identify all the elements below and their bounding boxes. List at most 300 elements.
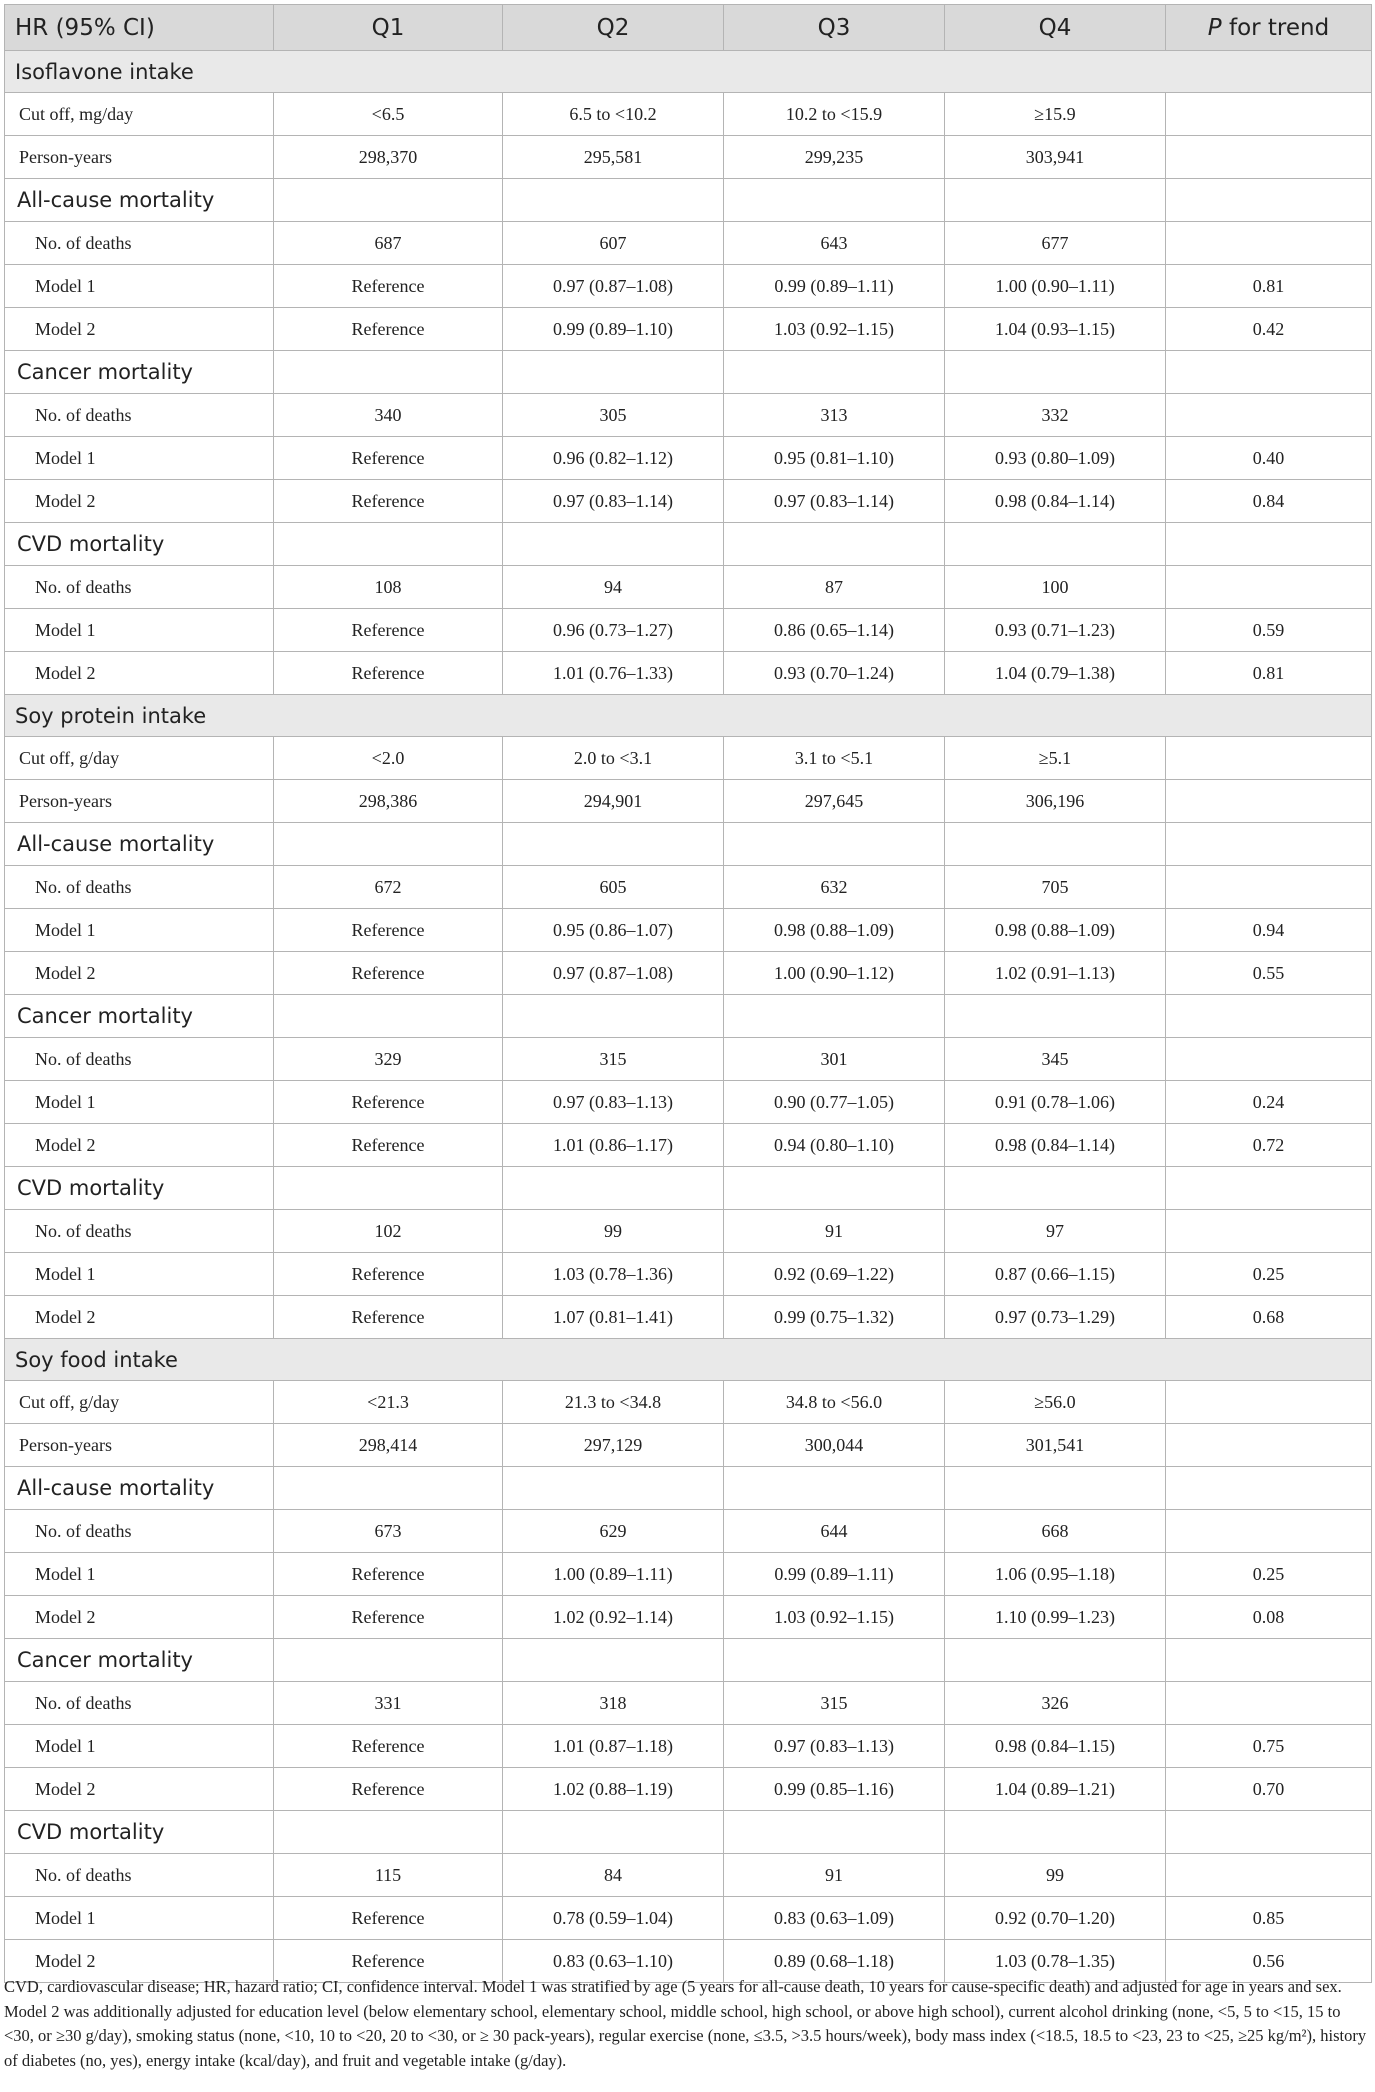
header-p-rest: for trend [1221, 14, 1330, 41]
empty-cell [503, 523, 724, 566]
cell-q3: 87 [724, 566, 945, 609]
cell-q3: 0.97 (0.83–1.14) [724, 480, 945, 523]
header-q4: Q4 [945, 5, 1166, 51]
cell-q2: 295,581 [503, 136, 724, 179]
group-title: Cancer mortality [5, 995, 274, 1038]
cell-q4: 97 [945, 1210, 1166, 1253]
cell-q2: 294,901 [503, 780, 724, 823]
empty-cell [724, 1167, 945, 1210]
cell-q4: ≥56.0 [945, 1381, 1166, 1424]
cell-q4: 0.93 (0.80–1.09) [945, 437, 1166, 480]
cell-q4: 345 [945, 1038, 1166, 1081]
data-row [5, 1725, 1372, 1768]
cell-q3: 301 [724, 1038, 945, 1081]
cell-q1: Reference [274, 265, 503, 308]
empty-cell [274, 1167, 503, 1210]
cell-q4: 1.00 (0.90–1.11) [945, 265, 1166, 308]
cell-p-trend [1166, 1210, 1372, 1253]
data-row [5, 1854, 1372, 1897]
group-row [5, 1811, 1372, 1854]
cell-p-trend: 0.81 [1166, 652, 1372, 695]
cell-q2: 6.5 to <10.2 [503, 93, 724, 136]
empty-cell [945, 1467, 1166, 1510]
cell-q4: 326 [945, 1682, 1166, 1725]
data-row [5, 1038, 1372, 1081]
row-label: Model 2 [5, 952, 274, 995]
cell-q2: 318 [503, 1682, 724, 1725]
group-row [5, 823, 1372, 866]
cell-q3: 91 [724, 1210, 945, 1253]
cell-q4: 303,941 [945, 136, 1166, 179]
data-row [5, 866, 1372, 909]
empty-cell [274, 823, 503, 866]
cell-p-trend [1166, 1381, 1372, 1424]
section-title: Soy protein intake [5, 695, 1372, 737]
cell-q2: 607 [503, 222, 724, 265]
header-q2: Q2 [503, 5, 724, 51]
data-row [5, 566, 1372, 609]
data-row [5, 652, 1372, 695]
row-label: No. of deaths [5, 1038, 274, 1081]
row-label: Model 2 [5, 1124, 274, 1167]
empty-cell [1166, 523, 1372, 566]
cell-q1: Reference [274, 1596, 503, 1639]
cell-q2: 0.97 (0.83–1.14) [503, 480, 724, 523]
cell-q2: 605 [503, 866, 724, 909]
cell-q4: 0.91 (0.78–1.06) [945, 1081, 1166, 1124]
row-label: No. of deaths [5, 1210, 274, 1253]
cell-p-trend [1166, 866, 1372, 909]
data-row [5, 1253, 1372, 1296]
cell-p-trend [1166, 1682, 1372, 1725]
empty-cell [274, 351, 503, 394]
section-row [5, 695, 1372, 737]
group-row [5, 1639, 1372, 1682]
empty-cell [1166, 179, 1372, 222]
cell-q4: 0.92 (0.70–1.20) [945, 1897, 1166, 1940]
header-p-for-trend [1166, 5, 1372, 51]
cell-q4: 1.10 (0.99–1.23) [945, 1596, 1166, 1639]
cell-q4: 677 [945, 222, 1166, 265]
cell-q2: 0.97 (0.87–1.08) [503, 952, 724, 995]
table-body [5, 51, 1372, 1983]
cell-q1: Reference [274, 952, 503, 995]
empty-cell [724, 523, 945, 566]
table-header [5, 5, 1372, 51]
empty-cell [945, 1639, 1166, 1682]
empty-cell [274, 179, 503, 222]
cell-p-trend [1166, 1038, 1372, 1081]
cell-q2: 297,129 [503, 1424, 724, 1467]
cell-q1: Reference [274, 480, 503, 523]
row-label: No. of deaths [5, 1682, 274, 1725]
header-row [5, 5, 1372, 51]
empty-cell [1166, 823, 1372, 866]
data-row [5, 1210, 1372, 1253]
cell-p-trend [1166, 93, 1372, 136]
cell-q2: 99 [503, 1210, 724, 1253]
cell-p-trend: 0.85 [1166, 1897, 1372, 1940]
cell-q4: ≥5.1 [945, 737, 1166, 780]
empty-cell [724, 1467, 945, 1510]
cell-q3: 0.98 (0.88–1.09) [724, 909, 945, 952]
row-label: Model 2 [5, 1940, 274, 1983]
cell-q4: 0.93 (0.71–1.23) [945, 609, 1166, 652]
cell-q1: 108 [274, 566, 503, 609]
row-label: Model 2 [5, 1768, 274, 1811]
data-row [5, 437, 1372, 480]
empty-cell [724, 995, 945, 1038]
cell-q4: 100 [945, 566, 1166, 609]
empty-cell [503, 179, 724, 222]
cell-q2: 0.78 (0.59–1.04) [503, 1897, 724, 1940]
group-title: All-cause mortality [5, 1467, 274, 1510]
cell-p-trend: 0.40 [1166, 437, 1372, 480]
cell-q4: 332 [945, 394, 1166, 437]
row-label: Model 1 [5, 609, 274, 652]
group-row [5, 351, 1372, 394]
row-label: Person-years [5, 1424, 274, 1467]
empty-cell [1166, 1467, 1372, 1510]
cell-q1: Reference [274, 437, 503, 480]
row-label: Model 1 [5, 1081, 274, 1124]
cell-q2: 1.01 (0.76–1.33) [503, 652, 724, 695]
cell-q1: Reference [274, 1124, 503, 1167]
group-title: CVD mortality [5, 1811, 274, 1854]
data-row [5, 1510, 1372, 1553]
cutoff-row [5, 737, 1372, 780]
cell-p-trend [1166, 566, 1372, 609]
cell-q2: 0.96 (0.73–1.27) [503, 609, 724, 652]
cell-q1: 298,386 [274, 780, 503, 823]
cell-q1: 687 [274, 222, 503, 265]
cell-p-trend: 0.24 [1166, 1081, 1372, 1124]
row-label: Model 1 [5, 1253, 274, 1296]
cell-q4: 705 [945, 866, 1166, 909]
cell-q3: 0.95 (0.81–1.10) [724, 437, 945, 480]
cell-q1: 298,414 [274, 1424, 503, 1467]
cell-p-trend [1166, 1854, 1372, 1897]
cell-p-trend: 0.84 [1166, 480, 1372, 523]
cell-q3: 0.89 (0.68–1.18) [724, 1940, 945, 1983]
cell-q2: 1.03 (0.78–1.36) [503, 1253, 724, 1296]
cell-q4: ≥15.9 [945, 93, 1166, 136]
row-label: Cut off, mg/day [5, 93, 274, 136]
empty-cell [945, 523, 1166, 566]
cell-q2: 629 [503, 1510, 724, 1553]
empty-cell [274, 523, 503, 566]
cell-q4: 99 [945, 1854, 1166, 1897]
empty-cell [1166, 351, 1372, 394]
empty-cell [724, 823, 945, 866]
cell-q3: 1.03 (0.92–1.15) [724, 1596, 945, 1639]
cell-q1: Reference [274, 1296, 503, 1339]
section-row [5, 51, 1372, 93]
cell-q4: 0.98 (0.84–1.14) [945, 1124, 1166, 1167]
cell-p-trend: 0.72 [1166, 1124, 1372, 1167]
cell-p-trend [1166, 1510, 1372, 1553]
cell-q2: 84 [503, 1854, 724, 1897]
row-label: No. of deaths [5, 1854, 274, 1897]
cell-p-trend: 0.81 [1166, 265, 1372, 308]
person-years-row [5, 1424, 1372, 1467]
cell-q4: 1.04 (0.93–1.15) [945, 308, 1166, 351]
cell-q1: Reference [274, 308, 503, 351]
cell-p-trend: 0.55 [1166, 952, 1372, 995]
cell-p-trend: 0.25 [1166, 1253, 1372, 1296]
row-label: No. of deaths [5, 222, 274, 265]
cell-q1: 331 [274, 1682, 503, 1725]
empty-cell [724, 179, 945, 222]
hazard-ratio-table [4, 4, 1372, 1983]
cell-q2: 0.97 (0.83–1.13) [503, 1081, 724, 1124]
cell-q3: 0.90 (0.77–1.05) [724, 1081, 945, 1124]
cell-q3: 297,645 [724, 780, 945, 823]
cell-p-trend: 0.70 [1166, 1768, 1372, 1811]
cell-q4: 306,196 [945, 780, 1166, 823]
data-row [5, 609, 1372, 652]
cell-p-trend: 0.59 [1166, 609, 1372, 652]
cell-q3: 0.92 (0.69–1.22) [724, 1253, 945, 1296]
cell-q4: 1.04 (0.89–1.21) [945, 1768, 1166, 1811]
cell-p-trend: 0.56 [1166, 1940, 1372, 1983]
cell-q1: 673 [274, 1510, 503, 1553]
empty-cell [503, 1639, 724, 1682]
cell-q2: 0.83 (0.63–1.10) [503, 1940, 724, 1983]
cell-q3: 632 [724, 866, 945, 909]
cell-p-trend: 0.75 [1166, 1725, 1372, 1768]
row-label: Model 1 [5, 909, 274, 952]
cell-q2: 315 [503, 1038, 724, 1081]
empty-cell [274, 995, 503, 1038]
results-table-container [4, 4, 1371, 1983]
data-row [5, 1596, 1372, 1639]
row-label: Cut off, g/day [5, 1381, 274, 1424]
empty-cell [1166, 995, 1372, 1038]
empty-cell [503, 1467, 724, 1510]
data-row [5, 1081, 1372, 1124]
header-q3: Q3 [724, 5, 945, 51]
empty-cell [1166, 1639, 1372, 1682]
data-row [5, 480, 1372, 523]
cell-q3: 0.99 (0.89–1.11) [724, 265, 945, 308]
cell-q3: 0.99 (0.85–1.16) [724, 1768, 945, 1811]
empty-cell [945, 351, 1166, 394]
cell-q2: 0.97 (0.87–1.08) [503, 265, 724, 308]
empty-cell [724, 351, 945, 394]
cell-p-trend [1166, 222, 1372, 265]
row-label: Model 1 [5, 437, 274, 480]
cell-q4: 0.98 (0.84–1.14) [945, 480, 1166, 523]
cell-q2: 2.0 to <3.1 [503, 737, 724, 780]
cell-q4: 0.98 (0.84–1.15) [945, 1725, 1166, 1768]
empty-cell [945, 1167, 1166, 1210]
group-title: CVD mortality [5, 1167, 274, 1210]
data-row [5, 308, 1372, 351]
cell-q2: 1.01 (0.87–1.18) [503, 1725, 724, 1768]
data-row [5, 1553, 1372, 1596]
cell-q3: 3.1 to <5.1 [724, 737, 945, 780]
data-row [5, 952, 1372, 995]
cell-q3: 299,235 [724, 136, 945, 179]
cell-q2: 21.3 to <34.8 [503, 1381, 724, 1424]
cell-q3: 91 [724, 1854, 945, 1897]
cell-q1: <21.3 [274, 1381, 503, 1424]
empty-cell [274, 1467, 503, 1510]
cell-q2: 94 [503, 566, 724, 609]
cell-q2: 1.01 (0.86–1.17) [503, 1124, 724, 1167]
cell-q3: 34.8 to <56.0 [724, 1381, 945, 1424]
cell-q1: <2.0 [274, 737, 503, 780]
empty-cell [724, 1811, 945, 1854]
data-row [5, 1124, 1372, 1167]
row-label: Model 1 [5, 265, 274, 308]
cell-q1: 115 [274, 1854, 503, 1897]
cell-q4: 0.97 (0.73–1.29) [945, 1296, 1166, 1339]
cell-q4: 1.02 (0.91–1.13) [945, 952, 1166, 995]
empty-cell [503, 995, 724, 1038]
row-label: No. of deaths [5, 394, 274, 437]
empty-cell [1166, 1811, 1372, 1854]
row-label: No. of deaths [5, 866, 274, 909]
cell-q4: 1.03 (0.78–1.35) [945, 1940, 1166, 1983]
cell-q2: 0.96 (0.82–1.12) [503, 437, 724, 480]
empty-cell [274, 1811, 503, 1854]
data-row [5, 394, 1372, 437]
cell-q1: Reference [274, 1081, 503, 1124]
group-row [5, 1167, 1372, 1210]
row-label: Model 1 [5, 1553, 274, 1596]
cutoff-row [5, 93, 1372, 136]
cell-q3: 0.94 (0.80–1.10) [724, 1124, 945, 1167]
cell-q2: 1.00 (0.89–1.11) [503, 1553, 724, 1596]
empty-cell [274, 1639, 503, 1682]
row-label: Model 2 [5, 308, 274, 351]
cell-q2: 1.02 (0.92–1.14) [503, 1596, 724, 1639]
cell-q3: 313 [724, 394, 945, 437]
cell-q4: 1.04 (0.79–1.38) [945, 652, 1166, 695]
cutoff-row [5, 1381, 1372, 1424]
cell-q1: Reference [274, 1725, 503, 1768]
empty-cell [945, 995, 1166, 1038]
cell-p-trend: 0.68 [1166, 1296, 1372, 1339]
cell-q4: 301,541 [945, 1424, 1166, 1467]
cell-q1: Reference [274, 1553, 503, 1596]
cell-p-trend [1166, 1424, 1372, 1467]
cell-p-trend [1166, 780, 1372, 823]
cell-q1: Reference [274, 652, 503, 695]
cell-q1: Reference [274, 1253, 503, 1296]
cell-q3: 0.86 (0.65–1.14) [724, 609, 945, 652]
cell-q3: 644 [724, 1510, 945, 1553]
row-label: Model 2 [5, 480, 274, 523]
data-row [5, 1682, 1372, 1725]
section-title: Isoflavone intake [5, 51, 1372, 93]
empty-cell [945, 179, 1166, 222]
empty-cell [503, 351, 724, 394]
empty-cell [503, 1167, 724, 1210]
person-years-row [5, 136, 1372, 179]
group-title: Cancer mortality [5, 1639, 274, 1682]
row-label: Person-years [5, 136, 274, 179]
header-q1: Q1 [274, 5, 503, 51]
row-label: Model 2 [5, 1596, 274, 1639]
cell-p-trend: 0.94 [1166, 909, 1372, 952]
cell-q3: 643 [724, 222, 945, 265]
section-row [5, 1339, 1372, 1381]
cell-q3: 315 [724, 1682, 945, 1725]
group-row [5, 995, 1372, 1038]
empty-cell [503, 1811, 724, 1854]
cell-q4: 668 [945, 1510, 1166, 1553]
cell-q4: 0.87 (0.66–1.15) [945, 1253, 1166, 1296]
data-row [5, 1768, 1372, 1811]
group-row [5, 1467, 1372, 1510]
cell-p-trend [1166, 737, 1372, 780]
cell-q3: 300,044 [724, 1424, 945, 1467]
empty-cell [1166, 1167, 1372, 1210]
header-p-italic: P [1207, 14, 1222, 41]
cell-q3: 1.03 (0.92–1.15) [724, 308, 945, 351]
section-title: Soy food intake [5, 1339, 1372, 1381]
cell-q1: 340 [274, 394, 503, 437]
empty-cell [724, 1639, 945, 1682]
header-hr-ci: HR (95% CI) [5, 5, 274, 51]
data-row [5, 222, 1372, 265]
cell-q1: 102 [274, 1210, 503, 1253]
cell-q3: 1.00 (0.90–1.12) [724, 952, 945, 995]
cell-q3: 0.99 (0.89–1.11) [724, 1553, 945, 1596]
cell-p-trend [1166, 394, 1372, 437]
group-title: All-cause mortality [5, 823, 274, 866]
cell-q3: 0.97 (0.83–1.13) [724, 1725, 945, 1768]
cell-q2: 1.07 (0.81–1.41) [503, 1296, 724, 1339]
data-row [5, 1296, 1372, 1339]
group-title: Cancer mortality [5, 351, 274, 394]
cell-q1: Reference [274, 1897, 503, 1940]
cell-q2: 305 [503, 394, 724, 437]
cell-p-trend: 0.08 [1166, 1596, 1372, 1639]
group-row [5, 179, 1372, 222]
cell-p-trend [1166, 136, 1372, 179]
cell-q1: Reference [274, 609, 503, 652]
group-row [5, 523, 1372, 566]
cell-p-trend: 0.42 [1166, 308, 1372, 351]
cell-q1: 298,370 [274, 136, 503, 179]
cell-q1: 329 [274, 1038, 503, 1081]
cell-q4: 1.06 (0.95–1.18) [945, 1553, 1166, 1596]
cell-q1: <6.5 [274, 93, 503, 136]
cell-q1: Reference [274, 909, 503, 952]
row-label: Model 2 [5, 652, 274, 695]
cell-p-trend: 0.25 [1166, 1553, 1372, 1596]
cell-q3: 0.99 (0.75–1.32) [724, 1296, 945, 1339]
row-label: No. of deaths [5, 1510, 274, 1553]
group-title: CVD mortality [5, 523, 274, 566]
cell-q1: Reference [274, 1940, 503, 1983]
group-title: All-cause mortality [5, 179, 274, 222]
data-row [5, 1897, 1372, 1940]
row-label: Cut off, g/day [5, 737, 274, 780]
data-row [5, 909, 1372, 952]
person-years-row [5, 780, 1372, 823]
cell-q2: 1.02 (0.88–1.19) [503, 1768, 724, 1811]
table-footnote: CVD, cardiovascular disease; HR, hazard ratio; CI, confidence interval. Model 1 was stratified by age (5 years for all-cause death, 10 years for cause-specific death) and adjusted for age in years and sex. Model 2 was additionally adjusted for education level (below elementary school, elementary school, middle school, high school, or above high school), current alcohol drinking (none, <5, 5 to <15, 15 to <30, or ≥30 g/day), smoking status (none, <10, 10 to <20, 20 to <30, or ≥ 30 pack-years), regular exercise (none, ≤3.5, >3.5 hours/week), body mass index (<18.5, 18.5 to <23, 23 to <25, ≥25 kg/m²), history of diabetes (no, yes), energy intake (kcal/day), and fruit and vegetable intake (g/day). [4, 1977, 1367, 2070]
empty-cell [945, 1811, 1166, 1854]
row-label: Person-years [5, 780, 274, 823]
row-label: Model 1 [5, 1897, 274, 1940]
empty-cell [503, 823, 724, 866]
